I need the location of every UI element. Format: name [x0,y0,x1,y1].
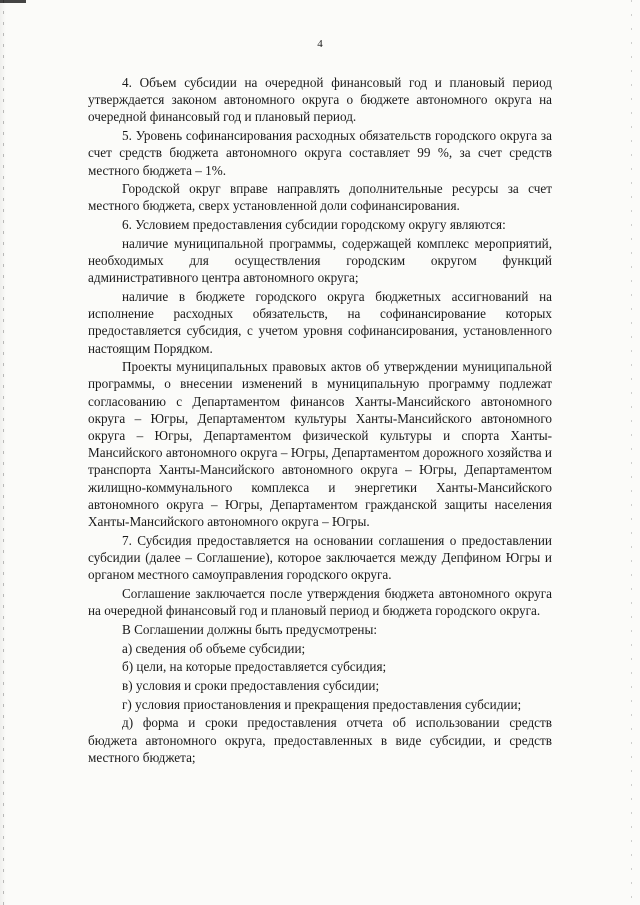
paragraph-item-4: 4. Объем субсидии на очередной финансовый год и плановый период утверждается законом автономного округа о бюджете автономного округа на очередной финансовый год и плановый период. [88,75,552,125]
paragraph-draft-acts: Проекты муниципальных правовых актов об утверждении муниципальной программы, о внесении изменений в муниципальную программу подлежат согласованию с Департаментом финансов Ханты-Мансийского автономного округа – Югры, Департаментом культуры Ханты-Мансийского автономного округа – Югры, Департаментом физической культуры и спорта Ханты-Мансийского автономного округа – Югры, Департаментом дорожного хозяйства и транспорта Ханты-Мансийского автономного округа – Югры, Департаментом жилищно-коммунального комплекса и энергетики Ханты-Мансийского автономного округа – Югры, Департаментом гражданской защиты населения Ханты-Мансийского автономного округа – Югры. [88,359,552,530]
paragraph-additional-resources: Городской округ вправе направлять дополнительные ресурсы за счет местного бюджета, сверх установленной доли софинансирования. [88,181,552,214]
list-item-b: б) цели, на которые предоставляется субсидия; [122,659,387,675]
paragraph-condition-program: наличие муниципальной программы, содержащей комплекс мероприятий, необходимых для осуществления городским округом функций административного центра автономного округа; [88,235,552,286]
document-body [88,74,552,767]
list-item-v: в) условия и сроки предоставления субсидии; [122,677,380,693]
paragraph-agreement-timing: Соглашение заключается после утверждения бюджета автономного округа на очередной финансовый год и плановый период и бюджета городского округа. [88,585,552,619]
paragraph-item-5: 5. Уровень софинансирования расходных обязательств городского округа за счет средств бюджета автономного округа составляет 99 %, за счет средств местного бюджета – 1%. [88,128,552,178]
paragraph-agreement-provisions: В Соглашении должны быть предусмотрены: [122,621,378,637]
page-number: 4 [317,38,323,50]
list-item-d: д) форма и сроки предоставления отчета об использовании средств бюджета автономного округа, предоставленных в виде субсидии, и средств местного бюджета; [88,715,552,765]
scan-edge-left [3,0,4,905]
paragraph-item-6: 6. Условием предоставления субсидии городскому округу являются: [122,217,506,233]
scan-edge-right [631,0,632,905]
list-item-a: а) сведения об объеме субсидии; [122,640,306,656]
paragraph-condition-budget: наличие в бюджете городского округа бюджетных ассигнований на исполнение расходных обязательств, на софинансирование которых предоставляется субсидия, с учетом уровня софинансирования, установленного настоящим Порядком. [88,288,552,356]
paragraph-item-7: 7. Субсидия предоставляется на основании соглашения о предоставлении субсидии (далее – Соглашение), которое заключается между Депфином Югры и органом местного самоуправления городского округа. [88,532,552,583]
list-item-g: г) условия приостановления и прекращения предоставления субсидии; [122,696,522,712]
